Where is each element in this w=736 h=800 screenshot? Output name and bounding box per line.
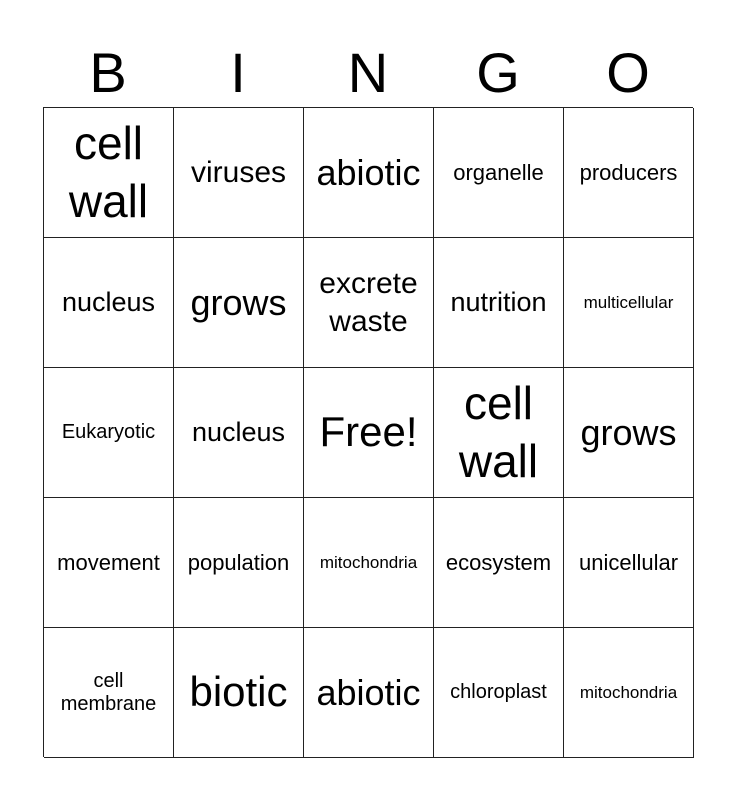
cell-text: grows (190, 281, 287, 323)
header-letter-n: N (347, 41, 389, 104)
cell-text: mitochondria (579, 682, 678, 702)
bingo-cell[interactable] (304, 628, 434, 758)
cell-text: Eukaryotic (61, 421, 156, 443)
cell-text: producers (579, 159, 678, 185)
cell-text: cell membrane (60, 669, 157, 715)
cell-text: nucleus (61, 286, 156, 317)
cell-text: abiotic (316, 151, 421, 193)
cell-text: ecosystem (445, 549, 552, 575)
bingo-header (43, 42, 693, 104)
cell-text: nucleus (191, 416, 286, 447)
bingo-cell[interactable] (304, 238, 434, 368)
cell-text: mitochondria (319, 552, 418, 572)
bingo-cell[interactable] (174, 498, 304, 628)
header-letter-i: I (230, 41, 246, 104)
bingo-cell[interactable] (434, 498, 564, 628)
cell-text: movement (57, 549, 160, 575)
cell-text: unicellular (578, 549, 679, 575)
header-letter-b: B (89, 41, 127, 104)
cell-text: biotic (189, 668, 288, 716)
cell-text: nutrition (450, 286, 547, 317)
bingo-cell[interactable] (44, 108, 174, 238)
bingo-cell[interactable] (434, 628, 564, 758)
cell-text: grows (580, 411, 677, 453)
cell-text: cell wall (458, 377, 539, 487)
bingo-cell[interactable] (44, 238, 174, 368)
header-letter-g: G (476, 41, 520, 104)
cell-text: population (187, 549, 290, 575)
bingo-cell[interactable] (304, 108, 434, 238)
bingo-cell[interactable] (434, 108, 564, 238)
free-space[interactable] (304, 368, 434, 498)
free-space-text: Free! (319, 408, 418, 456)
bingo-cell[interactable] (304, 498, 434, 628)
bingo-cell[interactable] (564, 108, 694, 238)
bingo-cell[interactable] (434, 368, 564, 498)
bingo-cell[interactable] (174, 368, 304, 498)
bingo-board (43, 107, 693, 757)
header-letter-o: O (606, 41, 650, 104)
bingo-cell[interactable] (174, 628, 304, 758)
bingo-cell[interactable] (174, 238, 304, 368)
cell-text: organelle (453, 159, 544, 185)
bingo-cell[interactable] (564, 368, 694, 498)
bingo-cell[interactable] (44, 498, 174, 628)
cell-text: cell wall (68, 117, 149, 227)
cell-text: viruses (190, 155, 287, 189)
bingo-cell[interactable] (564, 238, 694, 368)
cell-text: chloroplast (450, 681, 547, 703)
bingo-cell[interactable] (174, 108, 304, 238)
bingo-cell[interactable] (44, 628, 174, 758)
bingo-cell[interactable] (564, 628, 694, 758)
cell-text: abiotic (316, 671, 421, 713)
bingo-cell[interactable] (44, 368, 174, 498)
cell-text: excrete waste (319, 267, 418, 338)
bingo-cell[interactable] (434, 238, 564, 368)
cell-text: multicellular (583, 292, 674, 312)
bingo-cell[interactable] (564, 498, 694, 628)
